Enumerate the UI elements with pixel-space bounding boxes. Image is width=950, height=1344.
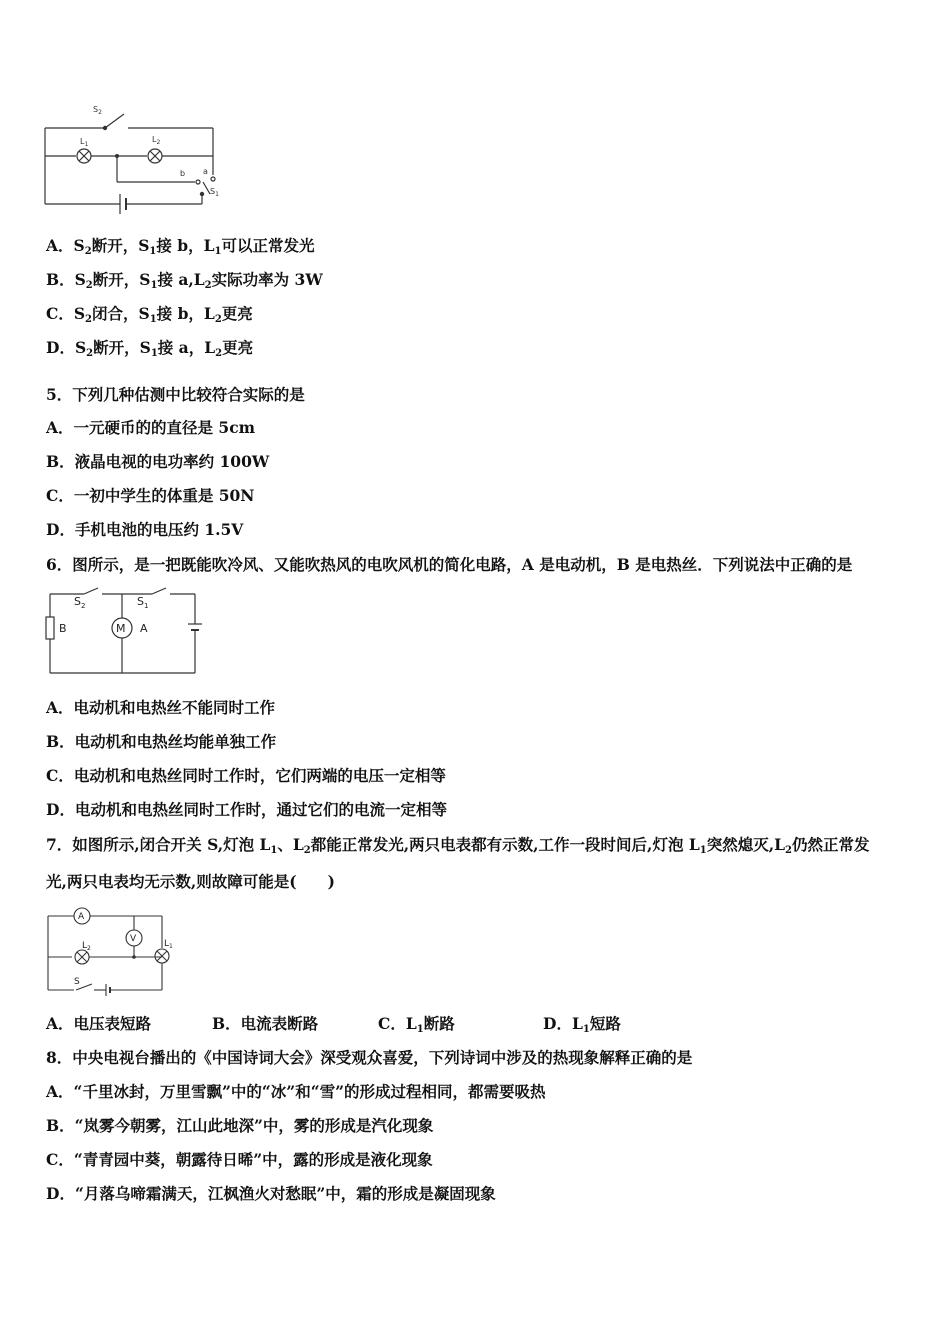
q6-s1-label: $S_1$ [137,595,149,610]
q4-circuit-diagram [40,100,230,222]
q4-a-label: a [203,167,208,176]
q4-option-d: D．$S_2$断开，$S_1$接 a，$L_2$更亮 [46,338,254,359]
q4-b-label: b [180,169,186,178]
q5-stem: 5．下列几种估测中比较符合实际的是 [46,385,305,404]
q4-option-a: A．$S_2$断开，$S_1$接 b，$L_1$可以正常发光 [46,236,315,257]
q4-s2-label: $S_2$ [93,105,102,116]
q7-l2-label: $L_2$ [82,941,91,952]
q4-l1-label: $L_1$ [80,137,89,148]
q7-s-label: S [74,977,80,987]
q7-ammeter-label: A [78,912,85,922]
q5-option-c: C．一初中学生的体重是 50N [46,486,255,505]
q7-circuit-diagram [42,906,182,998]
q6-b-label: B [59,622,67,635]
q8-option-c: C．“青青园中葵，朝露待日晞”中，露的形成是液化现象 [46,1150,433,1169]
q7-l1-label: $L_1$ [164,939,173,950]
q5-option-a: A．一元硬币的的直径是 5cm [46,418,256,437]
q6-a-label: A [140,622,148,635]
q8-option-b: B．“岚雾今朝雾，江山此地深”中，雾的形成是汽化现象 [46,1116,434,1135]
q4-option-c: C．$S_2$闭合，$S_1$接 b，$L_2$更亮 [46,304,253,325]
q7-option-d: D．$L_1$短路 [543,1014,621,1035]
q6-circuit-diagram [42,586,207,678]
q6-option-a: A．电动机和电热丝不能同时工作 [46,698,276,717]
q6-option-b: B．电动机和电热丝均能单独工作 [46,732,277,751]
q6-option-c: C．电动机和电热丝同时工作时，它们两端的电压一定相等 [46,766,446,785]
q4-s1-label: $S_1$ [210,187,219,198]
q4-option-b: B．$S_2$断开，$S_1$接 $a,L_2$实际功率为 3W [46,270,323,291]
q7-stem-line2: 光,两只电表均无示数,则故障可能是( ) [46,872,335,891]
q8-stem: 8．中央电视台播出的《中国诗词大会》深受观众喜爱，下列诗词中涉及的热现象解释正确的是 [46,1048,693,1067]
q7-option-b: B．电流表断路 [212,1014,319,1033]
q6-stem: 6．图所示，是一把既能吹冷风、又能吹热风的电吹风机的简化电路，A 是电动机，B 是电热丝．下列说法中正确的是 [46,555,853,574]
q8-option-d: D．“月落乌啼霜满天，江枫渔火对愁眠”中，霜的形成是凝固现象 [46,1184,496,1203]
q5-option-b: B．液晶电视的电功率约 100W [46,452,270,471]
q6-m-label: M [116,622,126,635]
q4-l2-label: $L_2$ [152,135,161,146]
q7-option-c: C．$L_1$断路 [378,1014,455,1035]
q5-option-d: D．手机电池的电压约 1.5V [46,520,244,539]
q7-option-a: A．电压表短路 [46,1014,152,1033]
q8-option-a: A．“千里冰封，万里雪飘”中的“冰”和“雪”的形成过程相同，都需要吸热 [46,1082,546,1101]
q6-option-d: D．电动机和电热丝同时工作时，通过它们的电流一定相等 [46,800,447,819]
q7-voltmeter-label: V [130,934,137,944]
q6-s2-label: $S_2$ [74,595,86,610]
q7-stem-line1: 7．如图所示,闭合开关 S,灯泡 $L_1$、$L_2$都能正常发光,两只电表都有示数,工作一段时间后,灯泡 $L_1$突然熄灭$,L_2$仍然正常发 [46,835,870,856]
